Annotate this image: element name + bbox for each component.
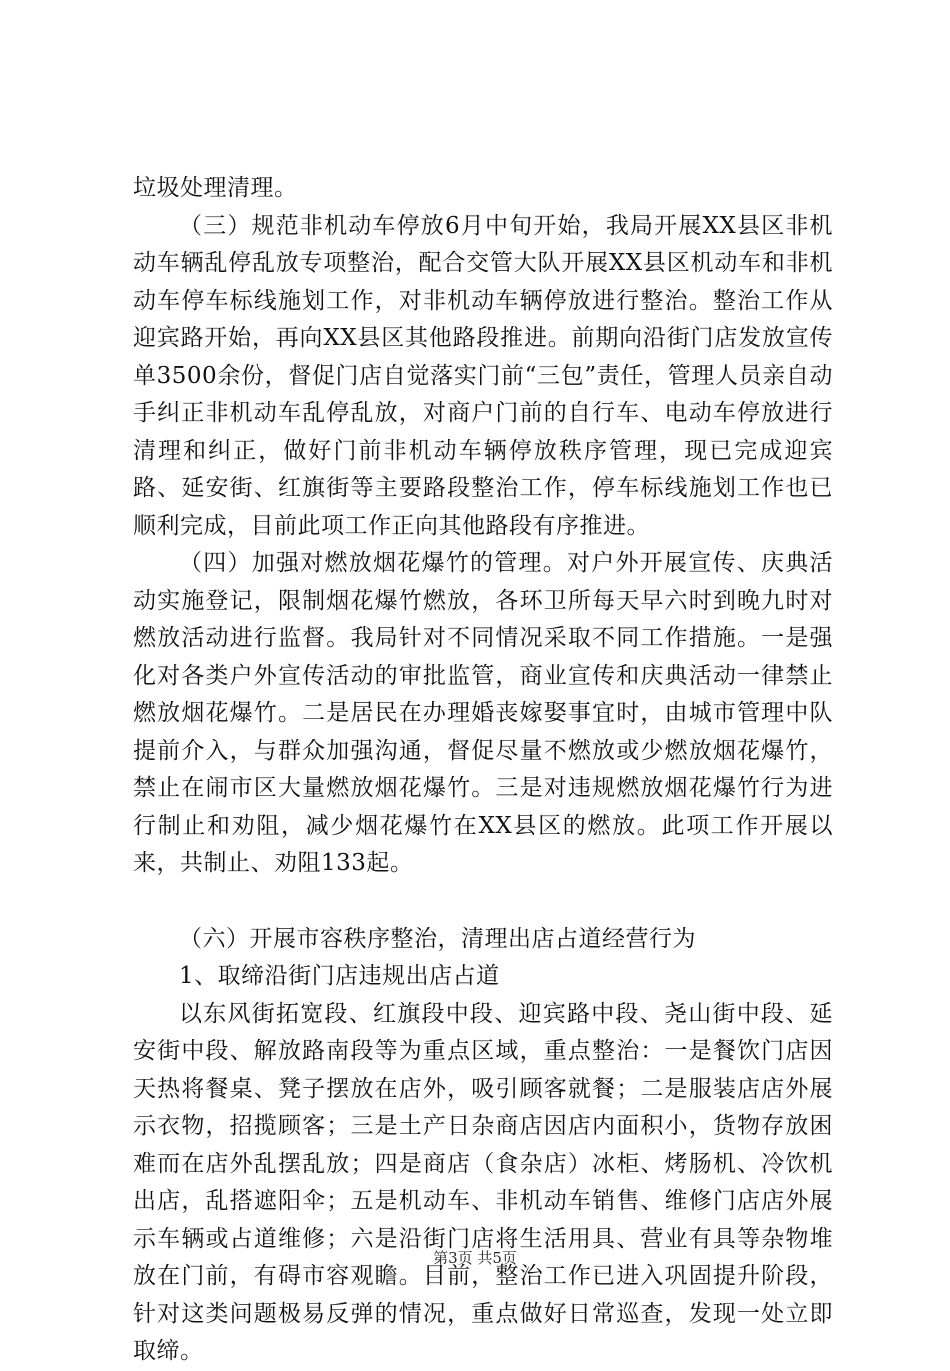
paragraph-section-3: （三）规范非机动车停放6月中旬开始，我局开展XX县区非机动车辆乱停乱放专项整治，配合交管大队开展XX县区机动车和非机动车停车标线施划工作，对非机动车辆停放进行整治。整治工作从迎宾路开始，再向XX县区其他路段推进。前期向沿街门店发放宣传单3500余份，督促门店自觉落实门前“三包”责任，管理人员亲自动手纠正非机动车乱停乱放，对商户门前的自行车、电动车停放进行清理和纠正，做好门前非机动车辆停放秩序管理，现已完成迎宾路、延安街、红旗街等主要路段整治工作，停车标线施划工作也已顺利完成，目前此项工作正向其他路段有序推进。 [133,212,833,539]
document-body [133,170,833,1371]
paragraph-subsection-1: 以东风街拓宽段、红旗段中段、迎宾路中段、尧山街中段、延安街中段、解放路南段等为重点区域，重点整治：一是餐饮门店因天热将餐桌、凳子摆放在店外，吸引顾客就餐；二是服装店店外展示衣物，招揽顾客；三是土产日杂商店因店内面积小，货物存放困难而在店外乱摆乱放；四是商店（食杂店）冰柜、烤肠机、冷饮机出店，乱搭遮阳伞；五是机动车、非机动车销售、维修门店店外展示车辆或占道维修；六是沿街门店将生活用具、营业有具等杂物堆放在门前，有碍市容观瞻。目前，整治工作已进入巩固提升阶段，针对这类问题极易反弹的情况，重点做好日常巡查，发现一处立即取缔。 [133,1000,833,1364]
section-heading-6: （六）开展市容秩序整治，清理出店占道经营行为 [179,925,696,952]
paragraph-continuation: 垃圾处理清理。 [133,175,298,201]
paragraph-section-4: （四）加强对燃放烟花爆竹的管理。对户外开展宣传、庆典活动实施登记，限制烟花爆竹燃放，各环卫所每天早六时到晚九时对燃放活动进行监督。我局针对不同情况采取不同工作措施。一是强化对各类户外宣传活动的审批监管，商业宣传和庆典活动一律禁止燃放烟花爆竹。二是居民在办理婚丧嫁娶事宜时，由城市管理中队提前介入，与群众加强沟通，督促尽量不燃放或少燃放烟花爆竹，禁止在闹市区大量燃放烟花爆竹。三是对违规燃放烟花爆竹行为进行制止和劝阻，减少烟花爆竹在XX县区的燃放。此项工作开展以来，共制止、劝阻133起。 [133,550,833,876]
subsection-heading-1: 1、取缔沿街门店违规出店占道 [179,963,500,989]
page-footer: 第3页 共5页 [433,1249,517,1267]
